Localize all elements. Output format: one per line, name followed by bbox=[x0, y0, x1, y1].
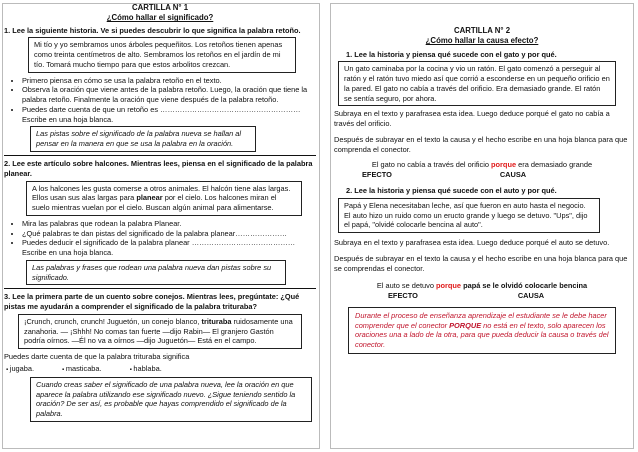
cartilla-1-subtitle: ¿Cómo hallar el significado? bbox=[106, 13, 214, 23]
option-jugaba[interactable]: ▪ jugaba. bbox=[6, 364, 34, 375]
list-item: • Observa la oración que viene antes de la palabra retoño. Luego, la oración que tiene la palabra retoño. Finalmente la oración que viene después de la palabra retoño. bbox=[22, 85, 316, 105]
tip-box-3: Cuando creas saber el significado de una palabra nueva, lee la oración en que aparece la palabra utilizando ese significado nuevo. ¿Sigue teniendo sentido la oración? De ser así, es probable que hayas comprendido el significado de la palabra. bbox=[30, 377, 312, 422]
cartilla-2-title: CARTILLA N° 2 bbox=[453, 26, 511, 35]
divider bbox=[4, 288, 316, 289]
instruction-4: Después de subrayar en el texto la causa y el hecho escribe en una hoja blanca para que se comprendas el conector. bbox=[334, 253, 628, 273]
labels-1 bbox=[334, 170, 630, 180]
example-text: El gato no cabía a través del orificio bbox=[371, 160, 492, 170]
connector-porque: porque bbox=[491, 160, 517, 170]
list-item: • Puedes deducir el significado de la palabra planear …………………………………… Escribe en una hoja blanca. bbox=[22, 238, 316, 258]
label-causa: CAUSA bbox=[517, 291, 545, 301]
box-text: por el cielo. Los halcones miran el suelo mientras vuelan por el cielo. Buscan algún animal para alimentarse. bbox=[32, 193, 277, 213]
story-box-gato: Un gato caminaba por la cocina y vio un ratón. El gato comenzó a perseguir al ratón y el ratón tuvo miedo así que corrió a esconderse en un pequeño orificio en la pared. El gato no cabía a través del orificio. Era demasiado grande. El ratón se sentía seguro, por ahora. bbox=[338, 61, 616, 106]
tip-box-2: Las palabras y frases que rodean una palabra nueva dan pistas sobre su significado. bbox=[26, 260, 286, 286]
list-item: • Puedes darte cuenta de que un retoño es ………………………………………………… Escribe en una hoja blanca. bbox=[22, 105, 316, 125]
example-sentence-2 bbox=[334, 281, 630, 291]
list-item: • Primero piensa en cómo se usa la palabra retoño en el texto. bbox=[22, 76, 316, 86]
question-1: 1. Lee la historia y piensa qué sucede con el gato y por qué. bbox=[346, 49, 557, 59]
note-text: Durante el proceso de enseñanza aprendizaje el estudiante se le debe hacer comprender que el conector bbox=[355, 310, 607, 330]
question-1: 1. Lee la siguiente historia. Ve si puedes descubrir lo que significa la palabra retoño. bbox=[4, 25, 301, 35]
box-text: A los halcones les gusta comerse a otros animales. El halcón tiene alas largas. Ellos usan sus alas largas para bbox=[32, 183, 291, 203]
labels-2 bbox=[334, 291, 630, 301]
connector-porque: porque bbox=[436, 281, 462, 291]
box-text: ruidosamente una zanahoria. — ¡Shhh! No comas tan fuerte —dijo Rabin— El granjero Gastón podría oírnos. —Él no va a oírnos —dijo Juguetón— Está en el campo. bbox=[24, 316, 293, 346]
list-item: • ¿Qué palabras te dan pistas del significado de la palabra planear………………… bbox=[22, 229, 316, 239]
example-sentence-1 bbox=[334, 160, 630, 170]
option-hablaba[interactable]: ▪ hablaba. bbox=[130, 364, 162, 375]
teacher-note bbox=[348, 307, 616, 354]
story-box-retono: Mi tío y yo sembramos unos árboles pequeñitos. Los retoños tienen apenas como treinta centímetros de alto. Sembramos los retoños en el jardín de mi tío. Tomará mucho tiempo para que estos arbolitos crezcan. bbox=[28, 37, 296, 72]
story-box-conejos bbox=[18, 314, 302, 349]
instruction-2: Después de subrayar en el texto la causa y el hecho escribe en una hoja blanca para que comprenda el conector. bbox=[334, 134, 628, 154]
keyword-trituraba: trituraba bbox=[201, 316, 232, 326]
tip-box-1: Las pistas sobre el significado de la palabra nueva se hallan al pensar en la manera en que se usa la palabra en la oración. bbox=[30, 126, 256, 152]
label-efecto: EFECTO bbox=[362, 170, 392, 180]
cartilla-2 bbox=[334, 0, 630, 354]
question-3-prompt: Puedes darte cuenta de que la palabra trituraba significa bbox=[4, 352, 190, 362]
example-text: papá se le olvidó colocarle bencina bbox=[461, 281, 588, 291]
answer-options bbox=[6, 364, 316, 375]
example-text: El auto se detuvo bbox=[376, 281, 436, 291]
option-masticaba[interactable]: ▪ masticaba. bbox=[62, 364, 102, 375]
label-efecto: EFECTO bbox=[388, 291, 418, 301]
story-box-auto: Papá y Elena necesitaban leche, así que fueron en auto hasta el negocio. El auto hizo un ruido como un eructo grande y luego se detuvo. "Ups", dijo el papá, "olvidé colocarle bencina al auto". bbox=[338, 198, 600, 233]
question-2: 2. Lee la historia y piensa qué sucede con el auto y por qué. bbox=[346, 185, 557, 195]
box-text: ¡Crunch, crunch, crunch! Juguetón, un conejo blanco, bbox=[24, 316, 202, 326]
divider bbox=[4, 155, 316, 156]
bullet-list-1 bbox=[4, 76, 316, 125]
bullet-list-2 bbox=[4, 219, 316, 258]
label-causa: CAUSA bbox=[499, 170, 527, 180]
keyword-planear: planear bbox=[136, 193, 163, 203]
example-text: era demasiado grande bbox=[516, 160, 593, 170]
cartilla-2-subtitle: ¿Cómo hallar la causa efecto? bbox=[425, 36, 539, 46]
cartilla-1 bbox=[4, 0, 316, 425]
question-3: 3. Lee la primera parte de un cuento sobre conejos. Mientras lees, pregúntate: ¿Qué pistas me ayudarán a comprender el significado de la palabra trituraba? bbox=[4, 292, 300, 312]
cartilla-1-title: CARTILLA N° 1 bbox=[131, 3, 189, 12]
list-item: • Mira las palabras que rodean la palabra Planear. bbox=[22, 219, 316, 229]
question-2: 2. Lee este artículo sobre halcones. Mientras lees, piensa en el significado de la palabra planear. bbox=[4, 158, 313, 178]
instruction-1: Subraya en el texto y parafrasea esta idea. Luego deduce porqué el gato no cabía a través del orificio. bbox=[334, 109, 610, 129]
instruction-3: Subraya en el texto y parafrasea esta idea. Luego deduce porqué el auto se detuvo. bbox=[334, 238, 610, 248]
story-box-halcones bbox=[26, 181, 302, 216]
note-text: no está en el texto, solo aparecen los oraciones una a lado de la otra, para que pueda deducir la causa o través del conector. bbox=[355, 320, 609, 350]
note-keyword: PORQUE bbox=[449, 320, 482, 330]
